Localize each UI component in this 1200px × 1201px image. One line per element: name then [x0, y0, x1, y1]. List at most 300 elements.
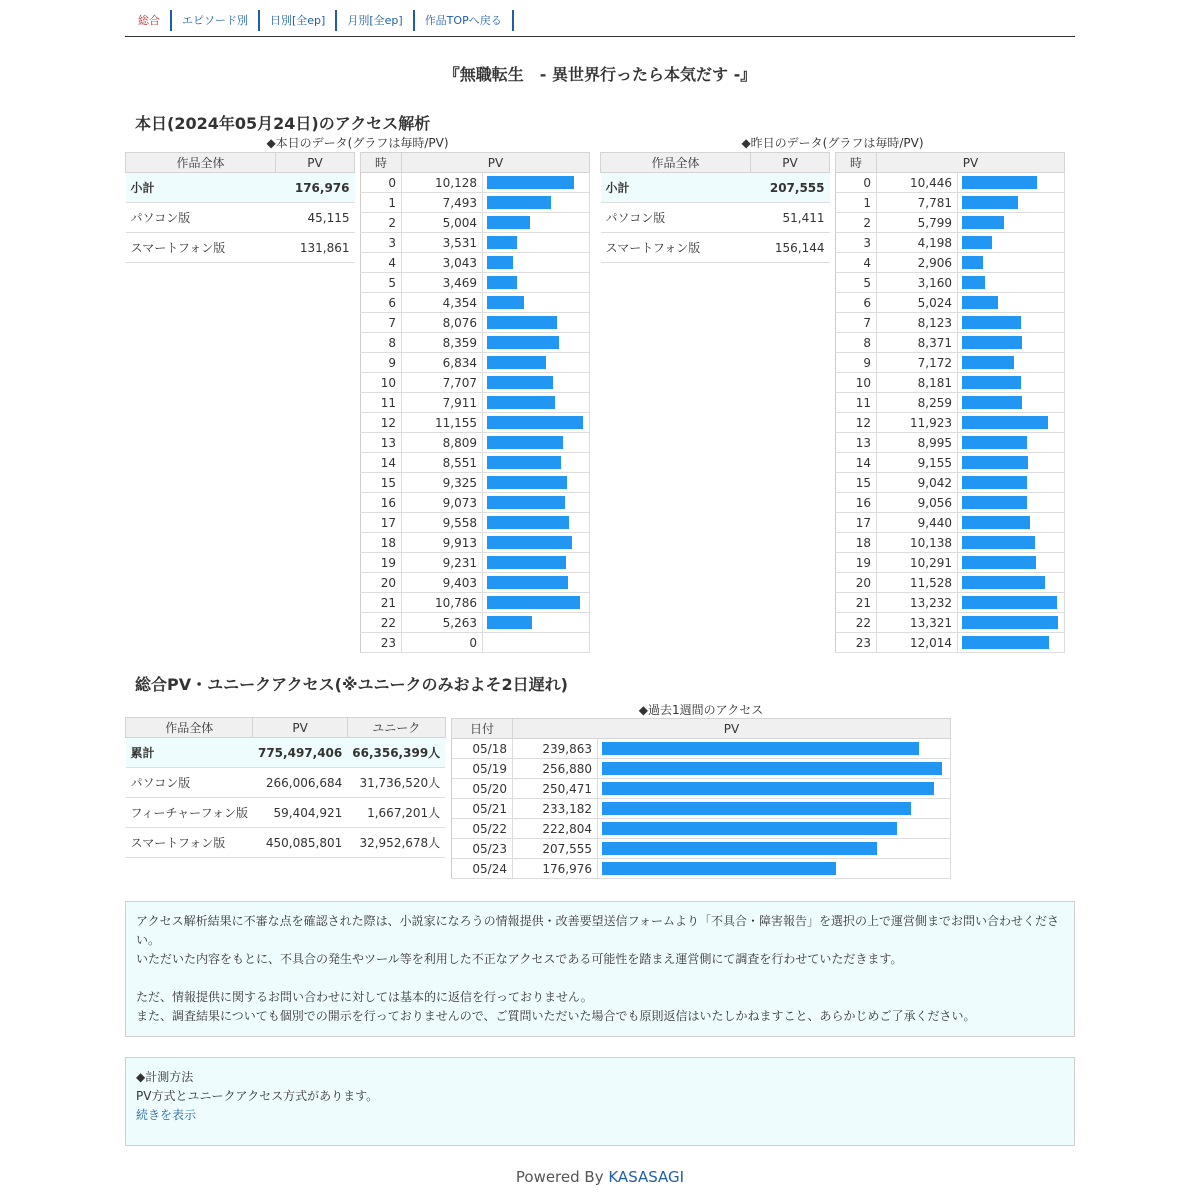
yesterday-summary-table: [600, 152, 830, 263]
hour-bar-cell: [958, 193, 1065, 213]
hour-label: 22: [361, 613, 402, 633]
hour-bar-cell: [483, 573, 590, 593]
hour-label: 9: [361, 353, 402, 373]
hour-bar-cell: [958, 173, 1065, 193]
hour-row: [836, 273, 1065, 293]
hour-label: 21: [361, 593, 402, 613]
hour-pv-value: 3,531: [402, 233, 483, 253]
hour-row: [361, 493, 590, 513]
hour-bar-cell: [483, 233, 590, 253]
hour-row: [836, 533, 1065, 553]
hour-bar: [487, 296, 524, 309]
hour-pv-value: 0: [402, 633, 483, 653]
hour-bar-cell: [483, 493, 590, 513]
today-hourly-table: [360, 152, 590, 653]
week-header-pv: PV: [513, 719, 951, 739]
hour-pv-value: 9,155: [877, 453, 958, 473]
hour-bar: [487, 476, 567, 489]
hour-bar-cell: [483, 473, 590, 493]
hour-bar-cell: [483, 333, 590, 353]
notice-box: [125, 901, 1075, 1037]
hour-bar-cell: [958, 573, 1065, 593]
summary-pv: 131,861: [276, 233, 355, 263]
nav-back-to-work-top[interactable]: 作品TOPへ戻る: [415, 10, 514, 31]
hour-label: 12: [836, 413, 877, 433]
hour-row: [836, 333, 1065, 353]
hour-pv-value: 7,493: [402, 193, 483, 213]
hour-pv-value: 5,024: [877, 293, 958, 313]
summary-header-pv: PV: [276, 153, 355, 173]
total-row: [126, 798, 446, 828]
hour-bar-cell: [958, 353, 1065, 373]
total-label: スマートフォン版: [126, 828, 253, 858]
week-bar-cell: [598, 839, 951, 859]
hour-pv-value: 8,551: [402, 453, 483, 473]
hour-row: [836, 613, 1065, 633]
hour-pv-value: 9,042: [877, 473, 958, 493]
hour-bar: [962, 176, 1037, 189]
hour-label: 2: [836, 213, 877, 233]
hour-bar: [962, 316, 1021, 329]
method-title: ◆計測方法: [136, 1070, 194, 1084]
notice-line: また、調査結果についても個別での開示を行っておりませんので、ご質問いただいた場合でも原則返信はいたしかねますこと、あらかじめご了承ください。: [136, 1009, 976, 1023]
hour-bar: [962, 496, 1027, 509]
week-pv-value: 207,555: [513, 839, 598, 859]
hour-pv-value: 8,123: [877, 313, 958, 333]
week-table: [451, 718, 951, 879]
hour-bar: [487, 516, 569, 529]
week-pv-value: 222,804: [513, 819, 598, 839]
hour-row: [361, 593, 590, 613]
nav-monthly[interactable]: 月別[全ep]: [337, 10, 414, 31]
hour-bar: [487, 376, 553, 389]
hour-label: 14: [361, 453, 402, 473]
hour-pv-value: 5,263: [402, 613, 483, 633]
summary-label: パソコン版: [601, 203, 751, 233]
hour-row: [836, 473, 1065, 493]
hour-label: 11: [836, 393, 877, 413]
hour-bar-cell: [958, 273, 1065, 293]
today-data-area: [125, 136, 1075, 648]
hour-label: 8: [361, 333, 402, 353]
notice-line: アクセス解析結果に不審な点を確認された際は、小説家になろうの情報提供・改善要望送信フォームより「不具合・障害報告」を選択の上で運営側までお問い合わせください。: [136, 914, 1060, 947]
hour-label: 0: [836, 173, 877, 193]
hour-bar-cell: [483, 593, 590, 613]
week-caption: ◆過去1週間のアクセス: [638, 703, 764, 717]
hour-pv-value: 7,781: [877, 193, 958, 213]
hour-bar: [487, 336, 559, 349]
summary-header-work: 作品全体: [601, 153, 751, 173]
hour-bar-cell: [958, 493, 1065, 513]
hour-row: [836, 593, 1065, 613]
hour-bar: [487, 556, 566, 569]
hour-bar: [487, 536, 572, 549]
hour-row: [361, 573, 590, 593]
hour-bar: [487, 576, 568, 589]
today-summary-table: [125, 152, 355, 263]
hour-row: [361, 233, 590, 253]
hour-pv-value: 8,371: [877, 333, 958, 353]
total-row: [126, 828, 446, 858]
hour-bar-cell: [483, 213, 590, 233]
hour-bar-cell: [958, 233, 1065, 253]
week-pv-value: 233,182: [513, 799, 598, 819]
hour-bar-cell: [958, 633, 1065, 653]
hour-bar: [487, 416, 583, 429]
footer-prefix: Powered By: [515, 1168, 609, 1186]
hour-bar: [487, 456, 561, 469]
hour-bar: [962, 436, 1027, 449]
top-nav: [125, 0, 1075, 37]
hour-row: [361, 353, 590, 373]
hour-bar-cell: [958, 333, 1065, 353]
hour-bar: [962, 296, 998, 309]
week-row: [452, 739, 951, 759]
hour-bar-cell: [483, 513, 590, 533]
hour-pv-header: PV: [402, 153, 590, 173]
week-date: 05/19: [452, 759, 513, 779]
hour-bar-cell: [483, 613, 590, 633]
hour-bar: [962, 456, 1028, 469]
hour-row: [836, 513, 1065, 533]
total-header-pv: PV: [253, 718, 347, 738]
hour-row: [836, 573, 1065, 593]
hour-row: [361, 633, 590, 653]
hour-label: 13: [836, 433, 877, 453]
week-block: [451, 703, 951, 879]
hour-label: 16: [361, 493, 402, 513]
hour-bar-cell: [483, 453, 590, 473]
hour-label: 20: [361, 573, 402, 593]
hour-bar: [962, 636, 1049, 649]
summary-row: [126, 173, 355, 203]
week-bar-cell: [598, 819, 951, 839]
hour-pv-value: 7,172: [877, 353, 958, 373]
hour-row: [361, 413, 590, 433]
hour-bar: [962, 196, 1018, 209]
hour-pv-value: 6,834: [402, 353, 483, 373]
week-date: 05/18: [452, 739, 513, 759]
week-row: [452, 839, 951, 859]
hour-bar: [962, 336, 1022, 349]
hour-bar-cell: [483, 253, 590, 273]
hour-label: 5: [361, 273, 402, 293]
hour-row: [836, 313, 1065, 333]
total-unique: 32,952,678人: [347, 828, 445, 858]
hour-bar-cell: [958, 453, 1065, 473]
hour-pv-value: 8,076: [402, 313, 483, 333]
week-date: 05/22: [452, 819, 513, 839]
hour-bar-cell: [483, 393, 590, 413]
total-unique: 31,736,520人: [347, 768, 445, 798]
hour-pv-value: 8,181: [877, 373, 958, 393]
show-more-link[interactable]: 続きを表示: [136, 1108, 197, 1122]
week-row: [452, 819, 951, 839]
hour-bar: [962, 516, 1030, 529]
hour-row: [836, 353, 1065, 373]
hour-pv-value: 13,321: [877, 613, 958, 633]
hour-row: [361, 453, 590, 473]
week-bar-cell: [598, 859, 951, 879]
hour-bar: [962, 576, 1045, 589]
total-label: 累計: [126, 738, 253, 768]
week-date: 05/20: [452, 779, 513, 799]
hour-bar: [487, 176, 574, 189]
hour-label: 6: [836, 293, 877, 313]
hour-bar: [487, 276, 517, 289]
hour-label: 12: [361, 413, 402, 433]
total-data-area: [125, 703, 1075, 883]
hour-pv-value: 9,073: [402, 493, 483, 513]
yesterday-block: [600, 136, 1065, 650]
hour-pv-value: 9,231: [402, 553, 483, 573]
hour-row: [836, 493, 1065, 513]
total-summary-table: [125, 717, 446, 858]
hour-pv-value: 2,906: [877, 253, 958, 273]
hour-bar-cell: [483, 533, 590, 553]
hour-bar-cell: [483, 173, 590, 193]
hour-label: 9: [836, 353, 877, 373]
today-section-title: 本日(2024年05月24日)のアクセス解析: [135, 114, 431, 133]
hour-row: [361, 253, 590, 273]
hour-label: 23: [836, 633, 877, 653]
hour-bar: [487, 356, 546, 369]
hour-bar: [962, 216, 1004, 229]
notice-line: ただ、情報提供に関するお問い合わせに対しては基本的に返信を行っておりません。: [136, 990, 593, 1004]
hour-row: [836, 373, 1065, 393]
hour-row: [361, 273, 590, 293]
hour-bar-cell: [483, 433, 590, 453]
hour-label: 23: [361, 633, 402, 653]
hour-label: 14: [836, 453, 877, 473]
nav-overall[interactable]: 総合: [128, 10, 172, 31]
summary-pv: 51,411: [751, 203, 830, 233]
hour-row: [836, 253, 1065, 273]
hour-bar: [487, 616, 532, 629]
summary-label: 小計: [126, 173, 276, 203]
hour-bar: [962, 276, 985, 289]
week-date: 05/24: [452, 859, 513, 879]
week-bar: [602, 822, 897, 835]
hour-bar: [487, 196, 551, 209]
yesterday-hours-body: [836, 173, 1065, 653]
hour-row: [361, 553, 590, 573]
summary-pv: 207,555: [751, 173, 830, 203]
hour-bar-cell: [483, 553, 590, 573]
hour-label: 13: [361, 433, 402, 453]
week-bar: [602, 762, 942, 775]
hour-bar: [962, 536, 1035, 549]
hour-bar: [962, 376, 1021, 389]
notice-spacer: [136, 969, 1064, 988]
hour-label: 0: [361, 173, 402, 193]
hour-row: [361, 433, 590, 453]
yesterday-hourly-table: [835, 152, 1065, 653]
hour-bar: [487, 596, 580, 609]
hour-pv-value: 5,004: [402, 213, 483, 233]
today-block: [125, 136, 590, 650]
hour-row: [361, 513, 590, 533]
yesterday-caption: ◆昨日のデータ(グラフは毎時/PV): [741, 136, 924, 150]
hour-label: 15: [361, 473, 402, 493]
total-pv: 450,085,801: [253, 828, 347, 858]
week-date: 05/21: [452, 799, 513, 819]
nav-daily[interactable]: 日別[全ep]: [260, 10, 337, 31]
hour-bar: [962, 556, 1036, 569]
hour-label: 15: [836, 473, 877, 493]
hour-bar: [487, 216, 530, 229]
hour-pv-value: 10,291: [877, 553, 958, 573]
hour-bar-cell: [958, 533, 1065, 553]
kasasagi-link[interactable]: KASASAGI: [608, 1168, 685, 1186]
hour-bar-cell: [483, 273, 590, 293]
hour-pv-value: 9,913: [402, 533, 483, 553]
hour-bar: [962, 356, 1014, 369]
hour-bar: [487, 236, 517, 249]
total-unique: 1,667,201人: [347, 798, 445, 828]
hour-bar: [962, 416, 1048, 429]
hour-pv-value: 8,809: [402, 433, 483, 453]
total-pv: 775,497,406: [253, 738, 347, 768]
hour-bar: [487, 496, 565, 509]
hour-label: 3: [361, 233, 402, 253]
hour-bar-cell: [958, 253, 1065, 273]
week-row: [452, 779, 951, 799]
nav-by-episode[interactable]: エピソード別: [172, 10, 260, 31]
hour-pv-value: 10,786: [402, 593, 483, 613]
total-row: [126, 738, 446, 768]
hour-bar-cell: [958, 433, 1065, 453]
hour-bar: [487, 256, 513, 269]
hour-row: [836, 233, 1065, 253]
week-bar: [602, 802, 911, 815]
hour-bar-cell: [483, 193, 590, 213]
summary-pv: 45,115: [276, 203, 355, 233]
hour-row: [836, 453, 1065, 473]
hour-bar: [962, 396, 1022, 409]
week-pv-value: 250,471: [513, 779, 598, 799]
hour-label: 19: [361, 553, 402, 573]
yesterday-summary-body: [601, 173, 830, 263]
hour-bar-cell: [483, 313, 590, 333]
hour-bar-cell: [958, 373, 1065, 393]
week-header-date: 日付: [452, 719, 513, 739]
hour-row: [361, 613, 590, 633]
summary-label: スマートフォン版: [601, 233, 751, 263]
hour-header: 時: [836, 153, 877, 173]
hour-pv-header: PV: [877, 153, 1065, 173]
hour-label: 1: [361, 193, 402, 213]
summary-label: スマートフォン版: [126, 233, 276, 263]
hour-pv-value: 11,528: [877, 573, 958, 593]
hour-label: 4: [836, 253, 877, 273]
summary-pv: 156,144: [751, 233, 830, 263]
hour-bar-cell: [958, 473, 1065, 493]
hour-row: [361, 333, 590, 353]
week-row: [452, 799, 951, 819]
hour-bar: [487, 436, 563, 449]
summary-row: [126, 233, 355, 263]
hour-pv-value: 10,446: [877, 173, 958, 193]
hour-bar-cell: [483, 353, 590, 373]
hour-row: [361, 173, 590, 193]
hour-bar-cell: [958, 613, 1065, 633]
hour-bar-cell: [483, 633, 590, 653]
hour-pv-value: 13,232: [877, 593, 958, 613]
hour-row: [836, 173, 1065, 193]
hour-bar-cell: [958, 213, 1065, 233]
hour-label: 18: [836, 533, 877, 553]
hour-label: 3: [836, 233, 877, 253]
hour-pv-value: 10,128: [402, 173, 483, 193]
hour-bar-cell: [958, 293, 1065, 313]
week-pv-value: 239,863: [513, 739, 598, 759]
hour-bar-cell: [958, 513, 1065, 533]
week-pv-value: 176,976: [513, 859, 598, 879]
hour-row: [836, 553, 1065, 573]
hour-row: [836, 633, 1065, 653]
total-label: パソコン版: [126, 768, 253, 798]
hour-row: [836, 293, 1065, 313]
week-date: 05/23: [452, 839, 513, 859]
hour-pv-value: 9,325: [402, 473, 483, 493]
hour-pv-value: 7,707: [402, 373, 483, 393]
hour-row: [361, 213, 590, 233]
total-row: [126, 768, 446, 798]
hour-bar-cell: [958, 393, 1065, 413]
hour-bar-cell: [958, 593, 1065, 613]
week-bar: [602, 742, 919, 755]
week-row: [452, 759, 951, 779]
week-row: [452, 859, 951, 879]
hour-row: [361, 313, 590, 333]
hour-bar-cell: [483, 373, 590, 393]
hour-label: 19: [836, 553, 877, 573]
hour-pv-value: 3,160: [877, 273, 958, 293]
week-bar: [602, 782, 934, 795]
hour-label: 2: [361, 213, 402, 233]
hour-pv-value: 4,354: [402, 293, 483, 313]
total-section-title: 総合PV・ユニークアクセス(※ユニークのみおよそ2日遅れ): [135, 675, 568, 694]
hour-pv-value: 3,043: [402, 253, 483, 273]
hour-row: [836, 433, 1065, 453]
hour-row: [361, 473, 590, 493]
week-bar: [602, 842, 877, 855]
hour-pv-value: 8,995: [877, 433, 958, 453]
today-summary-body: [126, 173, 355, 263]
total-pv: 59,404,921: [253, 798, 347, 828]
hour-row: [361, 533, 590, 553]
hour-row: [361, 393, 590, 413]
hour-bar-cell: [483, 293, 590, 313]
hour-pv-value: 11,155: [402, 413, 483, 433]
summary-row: [601, 173, 830, 203]
hour-bar: [962, 256, 983, 269]
hour-label: 16: [836, 493, 877, 513]
hour-pv-value: 5,799: [877, 213, 958, 233]
today-caption: ◆本日のデータ(グラフは毎時/PV): [266, 136, 449, 150]
summary-row: [126, 203, 355, 233]
summary-row: [601, 233, 830, 263]
hour-pv-value: 10,138: [877, 533, 958, 553]
footer: [125, 1168, 1075, 1186]
hour-row: [361, 373, 590, 393]
hour-pv-value: 9,056: [877, 493, 958, 513]
total-label: フィーチャーフォン版: [126, 798, 253, 828]
hour-row: [836, 213, 1065, 233]
hour-pv-value: 12,014: [877, 633, 958, 653]
week-pv-value: 256,880: [513, 759, 598, 779]
